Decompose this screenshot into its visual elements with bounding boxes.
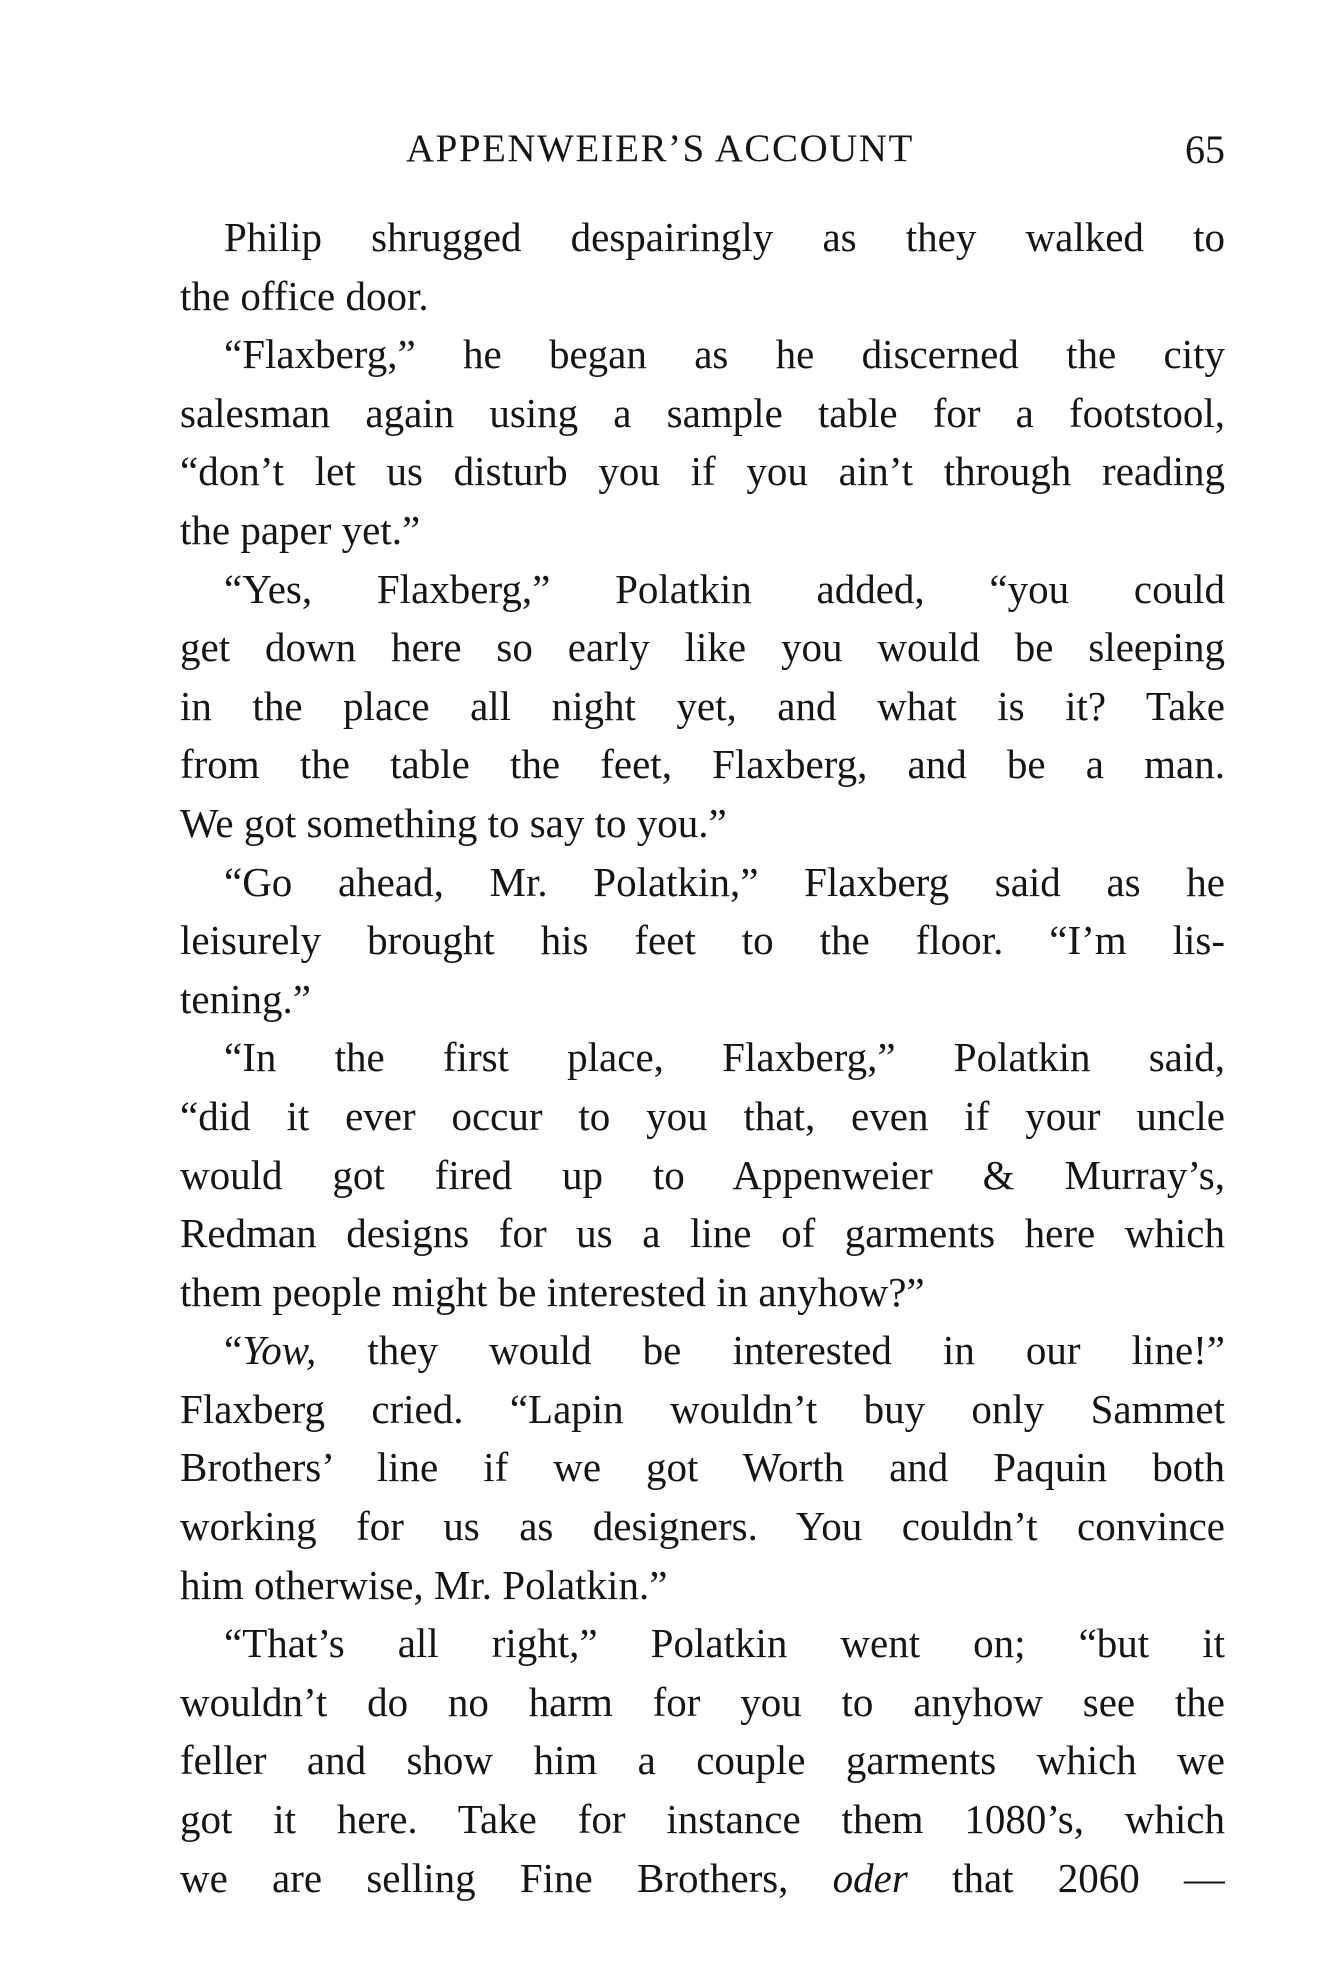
- text-line: feller and show him a couple garments which we: [180, 1737, 1225, 1784]
- text-line: Philip shrugged despairingly as they walked to: [224, 214, 1225, 260]
- text-line: “Go ahead, Mr. Polatkin,” Flaxberg said as he: [224, 858, 1225, 905]
- text-run: that 2060 —: [907, 1854, 1225, 1901]
- text-line: in the place all night yet, and what is it? Take: [180, 682, 1225, 729]
- text-line: [180, 1321, 1225, 1380]
- text-line: “Yes, Flaxberg,” Polatkin added, “you could: [224, 565, 1225, 612]
- text-line: “In the first place, Flaxberg,” Polatkin said,: [224, 1034, 1225, 1081]
- text-run: “: [224, 1327, 243, 1374]
- text-line: tening.”: [180, 975, 311, 1022]
- text-line: [180, 1849, 1225, 1908]
- text-line: get down here so early like you would be sleeping: [180, 624, 1225, 671]
- text-line: “That’s all right,” Polatkin went on; “but it: [224, 1620, 1225, 1667]
- text-line: salesman again using a sample table for a footstool,: [180, 389, 1225, 436]
- text-line: wouldn’t do no harm for you to anyhow see the: [180, 1678, 1225, 1725]
- text-run: they would be interested in our line!”: [316, 1327, 1225, 1374]
- text-line: We got something to say to you.”: [180, 799, 727, 846]
- text-line: working for us as designers. You couldn’t convince: [180, 1503, 1225, 1550]
- text-line: Redman designs for us a line of garments here which: [180, 1210, 1225, 1257]
- text-line: them people might be interested in anyhow?”: [180, 1268, 925, 1315]
- text-line: would got fired up to Appenweier & Murray’s,: [180, 1151, 1225, 1198]
- running-title: APPENWEIER’S ACCOUNT: [406, 127, 914, 170]
- page-number: 65: [1185, 127, 1225, 172]
- text-line: “Flaxberg,” he began as he discerned the city: [224, 331, 1225, 378]
- italic-word: Yow,: [242, 1327, 317, 1374]
- text-line: Flaxberg cried. “Lapin wouldn’t buy only Sammet: [180, 1385, 1225, 1432]
- text-line: leisurely brought his feet to the floor. “I’m lis-: [180, 917, 1225, 964]
- page-header: [180, 126, 1225, 186]
- text-line: got it here. Take for instance them 1080’s, which: [180, 1796, 1225, 1843]
- italic-word: oder: [832, 1854, 908, 1901]
- text-line: him otherwise, Mr. Polatkin.”: [180, 1561, 668, 1608]
- text-line: the paper yet.”: [180, 506, 421, 553]
- text-line: “did it ever occur to you that, even if your uncle: [180, 1092, 1225, 1139]
- text-line: Brothers’ line if we got Worth and Paquin both: [180, 1444, 1225, 1491]
- text-line: from the table the feet, Flaxberg, and be a man.: [180, 741, 1225, 788]
- text-run: we are selling Fine Brothers,: [180, 1854, 833, 1901]
- text-line: the office door.: [180, 272, 429, 319]
- text-line: “don’t let us disturb you if you ain’t through reading: [180, 448, 1225, 495]
- body-text: [180, 208, 1225, 1907]
